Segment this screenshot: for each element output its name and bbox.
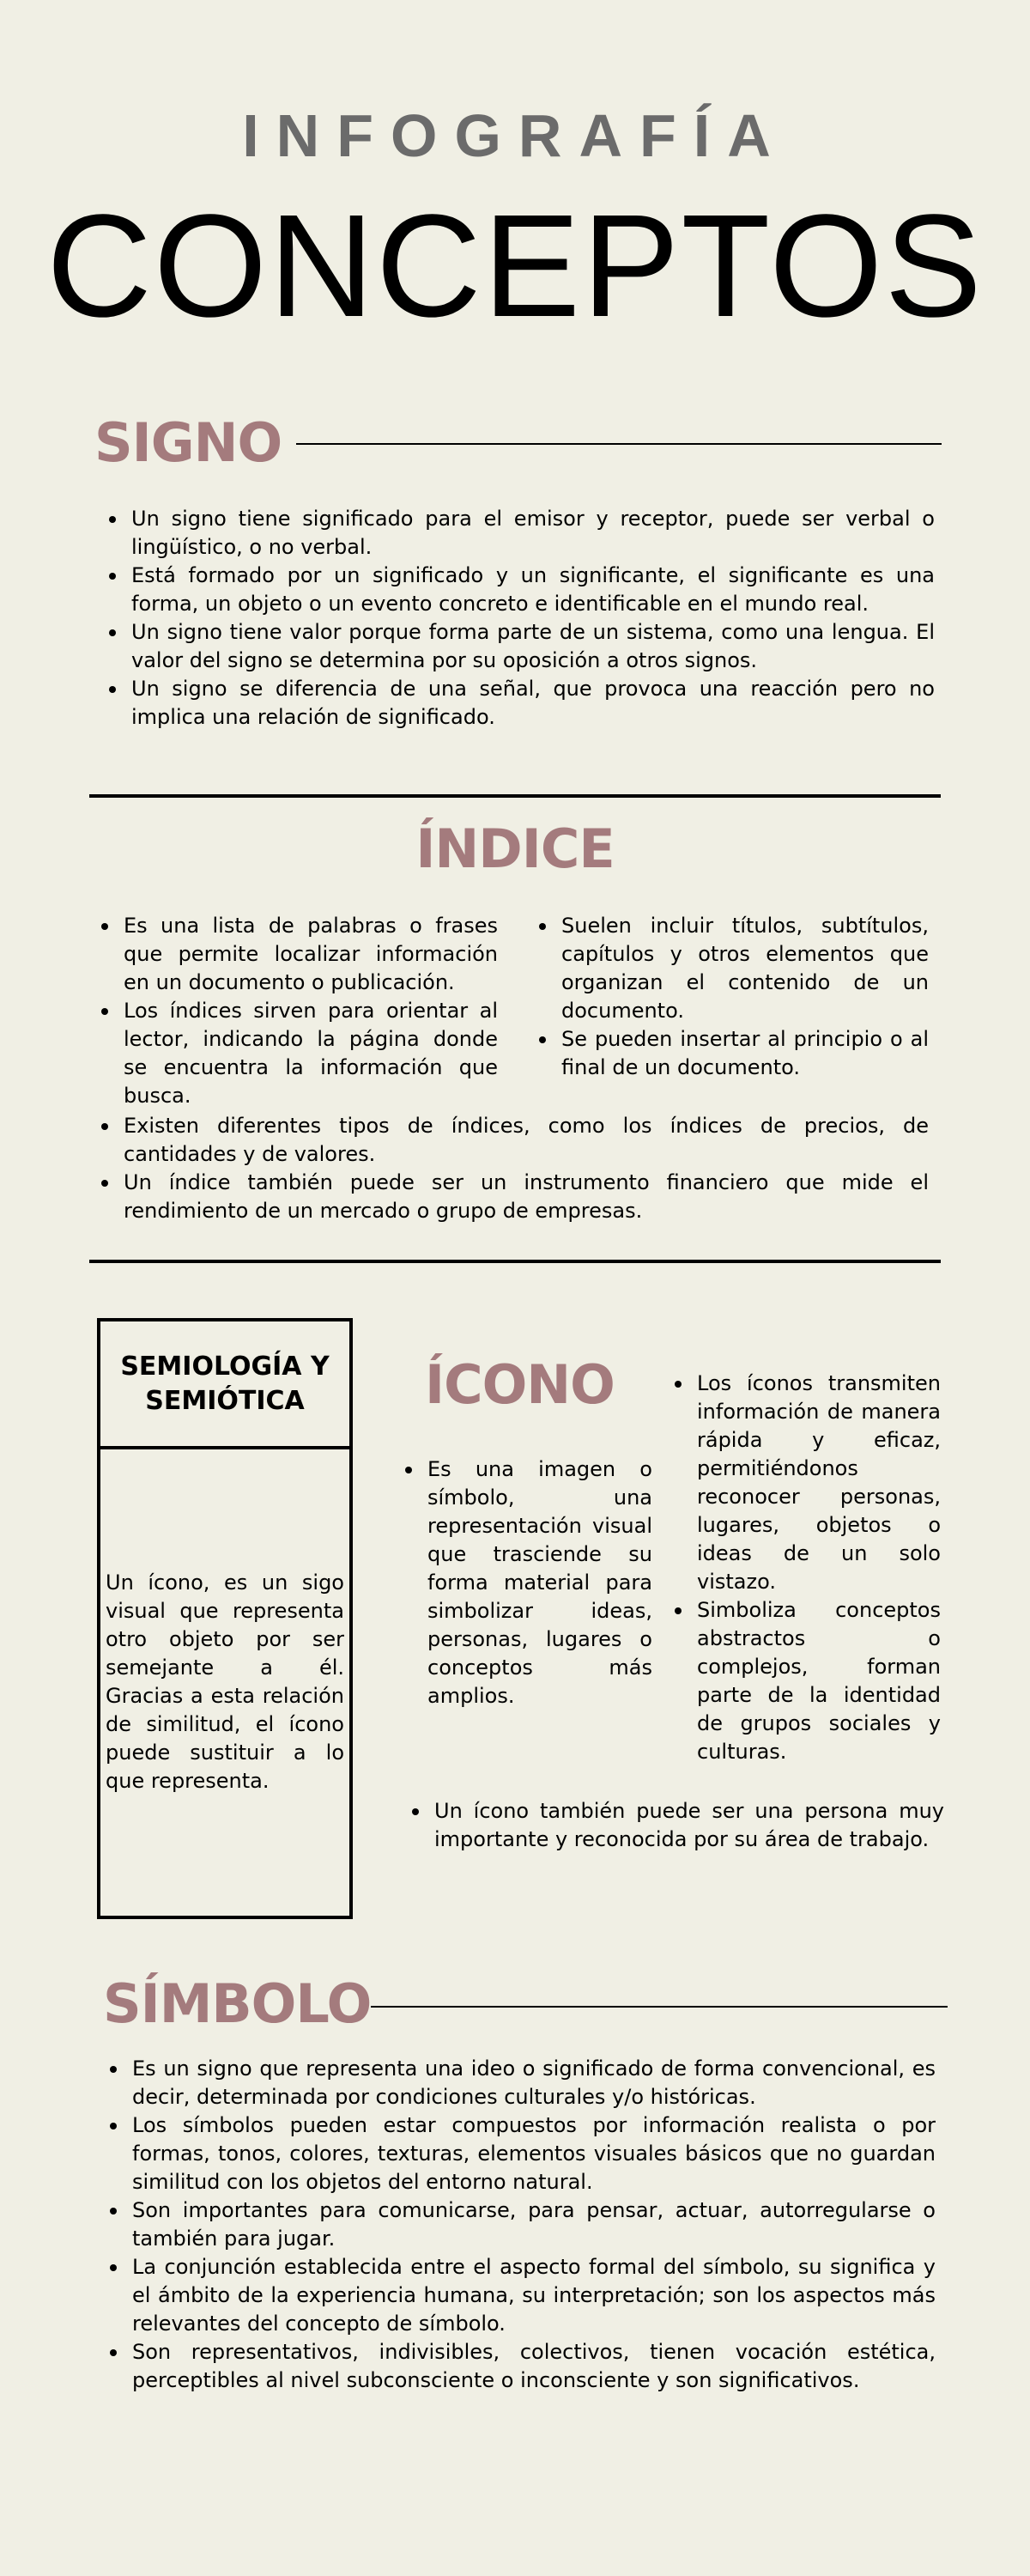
- list-item: Un signo se diferencia de una señal, que provoca una reacción pero no implica una relación de significado.: [102, 675, 935, 732]
- list-item: Los índices sirven para orientar al lector, indicando la página donde se encuentra la información que busca.: [94, 997, 498, 1110]
- list-item: Es una lista de palabras o frases que permite localizar información en un documento o publicación.: [94, 912, 498, 997]
- list-item: Un índice también puede ser un instrumento financiero que mide el rendimiento de un mercado o grupo de empresas.: [94, 1169, 929, 1225]
- list-item: Es un signo que representa una ideo o significado de forma convencional, es decir, determinada por condiciones culturales y/o históricas.: [103, 2055, 936, 2111]
- simbolo-list: [103, 2055, 936, 2395]
- eyebrow-title: INFOGRAFÍA: [242, 102, 788, 169]
- semiologia-title: SEMIOLOGÍA Y SEMIÓTICA: [100, 1321, 349, 1449]
- list-item: Los símbolos pueden estar compuestos por información realista o por formas, tonos, colores, texturas, elementos visuales básicos que no guardan similitud con los objetos del entorno natural.: [103, 2111, 936, 2196]
- list-item: Suelen incluir títulos, subtítulos, capítulos y otros elementos que organizan el contenido de un documento.: [532, 912, 929, 1025]
- semiologia-box: [97, 1318, 353, 1919]
- list-item: Un ícono también puede ser una persona muy importante y reconocida por su área de trabajo.: [405, 1797, 944, 1854]
- list-item: Simboliza conceptos abstractos o complejos, forman parte de la identidad de grupos sociales y culturas.: [668, 1596, 941, 1766]
- list-item: Son representativos, indivisibles, colectivos, tienen vocación estética, perceptibles al nivel subconsciente o inconsciente y son significativos.: [103, 2338, 936, 2395]
- icono-left-list: [398, 1455, 652, 1710]
- section-divider: [89, 1260, 941, 1263]
- indice-left-list: [94, 912, 498, 1110]
- main-title: CONCEPTOS: [46, 185, 984, 348]
- list-item: Un signo tiene significado para el emisor y receptor, puede ser verbal o lingüístico, o no verbal.: [102, 505, 935, 562]
- simbolo-title: SÍMBOLO: [103, 1972, 372, 2035]
- icono-wide-list: [405, 1797, 944, 1854]
- icono-right-list: [668, 1370, 941, 1766]
- list-item: Es una imagen o símbolo, una representación visual que trasciende su forma material para simbolizar ideas, personas, lugares o conceptos más amplios.: [398, 1455, 652, 1710]
- list-item: Se pueden insertar al principio o al final de un documento.: [532, 1025, 929, 1082]
- signo-title: SIGNO: [94, 411, 282, 474]
- list-item: Un signo tiene valor porque forma parte de un sistema, como una lengua. El valor del signo se determina por su oposición a otros signos.: [102, 618, 935, 675]
- list-item: La conjunción establecida entre el aspecto formal del símbolo, su significa y el ámbito de la experiencia humana, su interpretación; son los aspectos más relevantes del concepto de símbolo.: [103, 2253, 936, 2338]
- list-item: Existen diferentes tipos de índices, como los índices de precios, de cantidades y de valores.: [94, 1112, 929, 1169]
- icono-title: ÍCONO: [425, 1353, 615, 1416]
- semiologia-body: Un ícono, es un sigo visual que representa otro objeto por ser semejante a él. Gracias a esta relación de similitud, el ícono puede sustituir a lo que representa.: [106, 1571, 344, 1793]
- indice-wide-list: [94, 1112, 929, 1225]
- section-divider: [89, 794, 941, 798]
- signo-list: [102, 505, 935, 732]
- list-item: Son importantes para comunicarse, para pensar, actuar, autorregularse o también para jugar.: [103, 2196, 936, 2253]
- indice-title: ÍNDICE: [415, 817, 615, 880]
- list-item: Está formado por un significado y un significante, el significante es una forma, un objeto o un evento concreto e identificable en el mundo real.: [102, 562, 935, 618]
- list-item: Los íconos transmiten información de manera rápida y eficaz, permitiéndonos reconocer personas, lugares, objetos o ideas de un solo vistazo.: [668, 1370, 941, 1596]
- indice-right-list: [532, 912, 929, 1082]
- signo-rule: [296, 443, 942, 445]
- simbolo-rule: [371, 2006, 948, 2008]
